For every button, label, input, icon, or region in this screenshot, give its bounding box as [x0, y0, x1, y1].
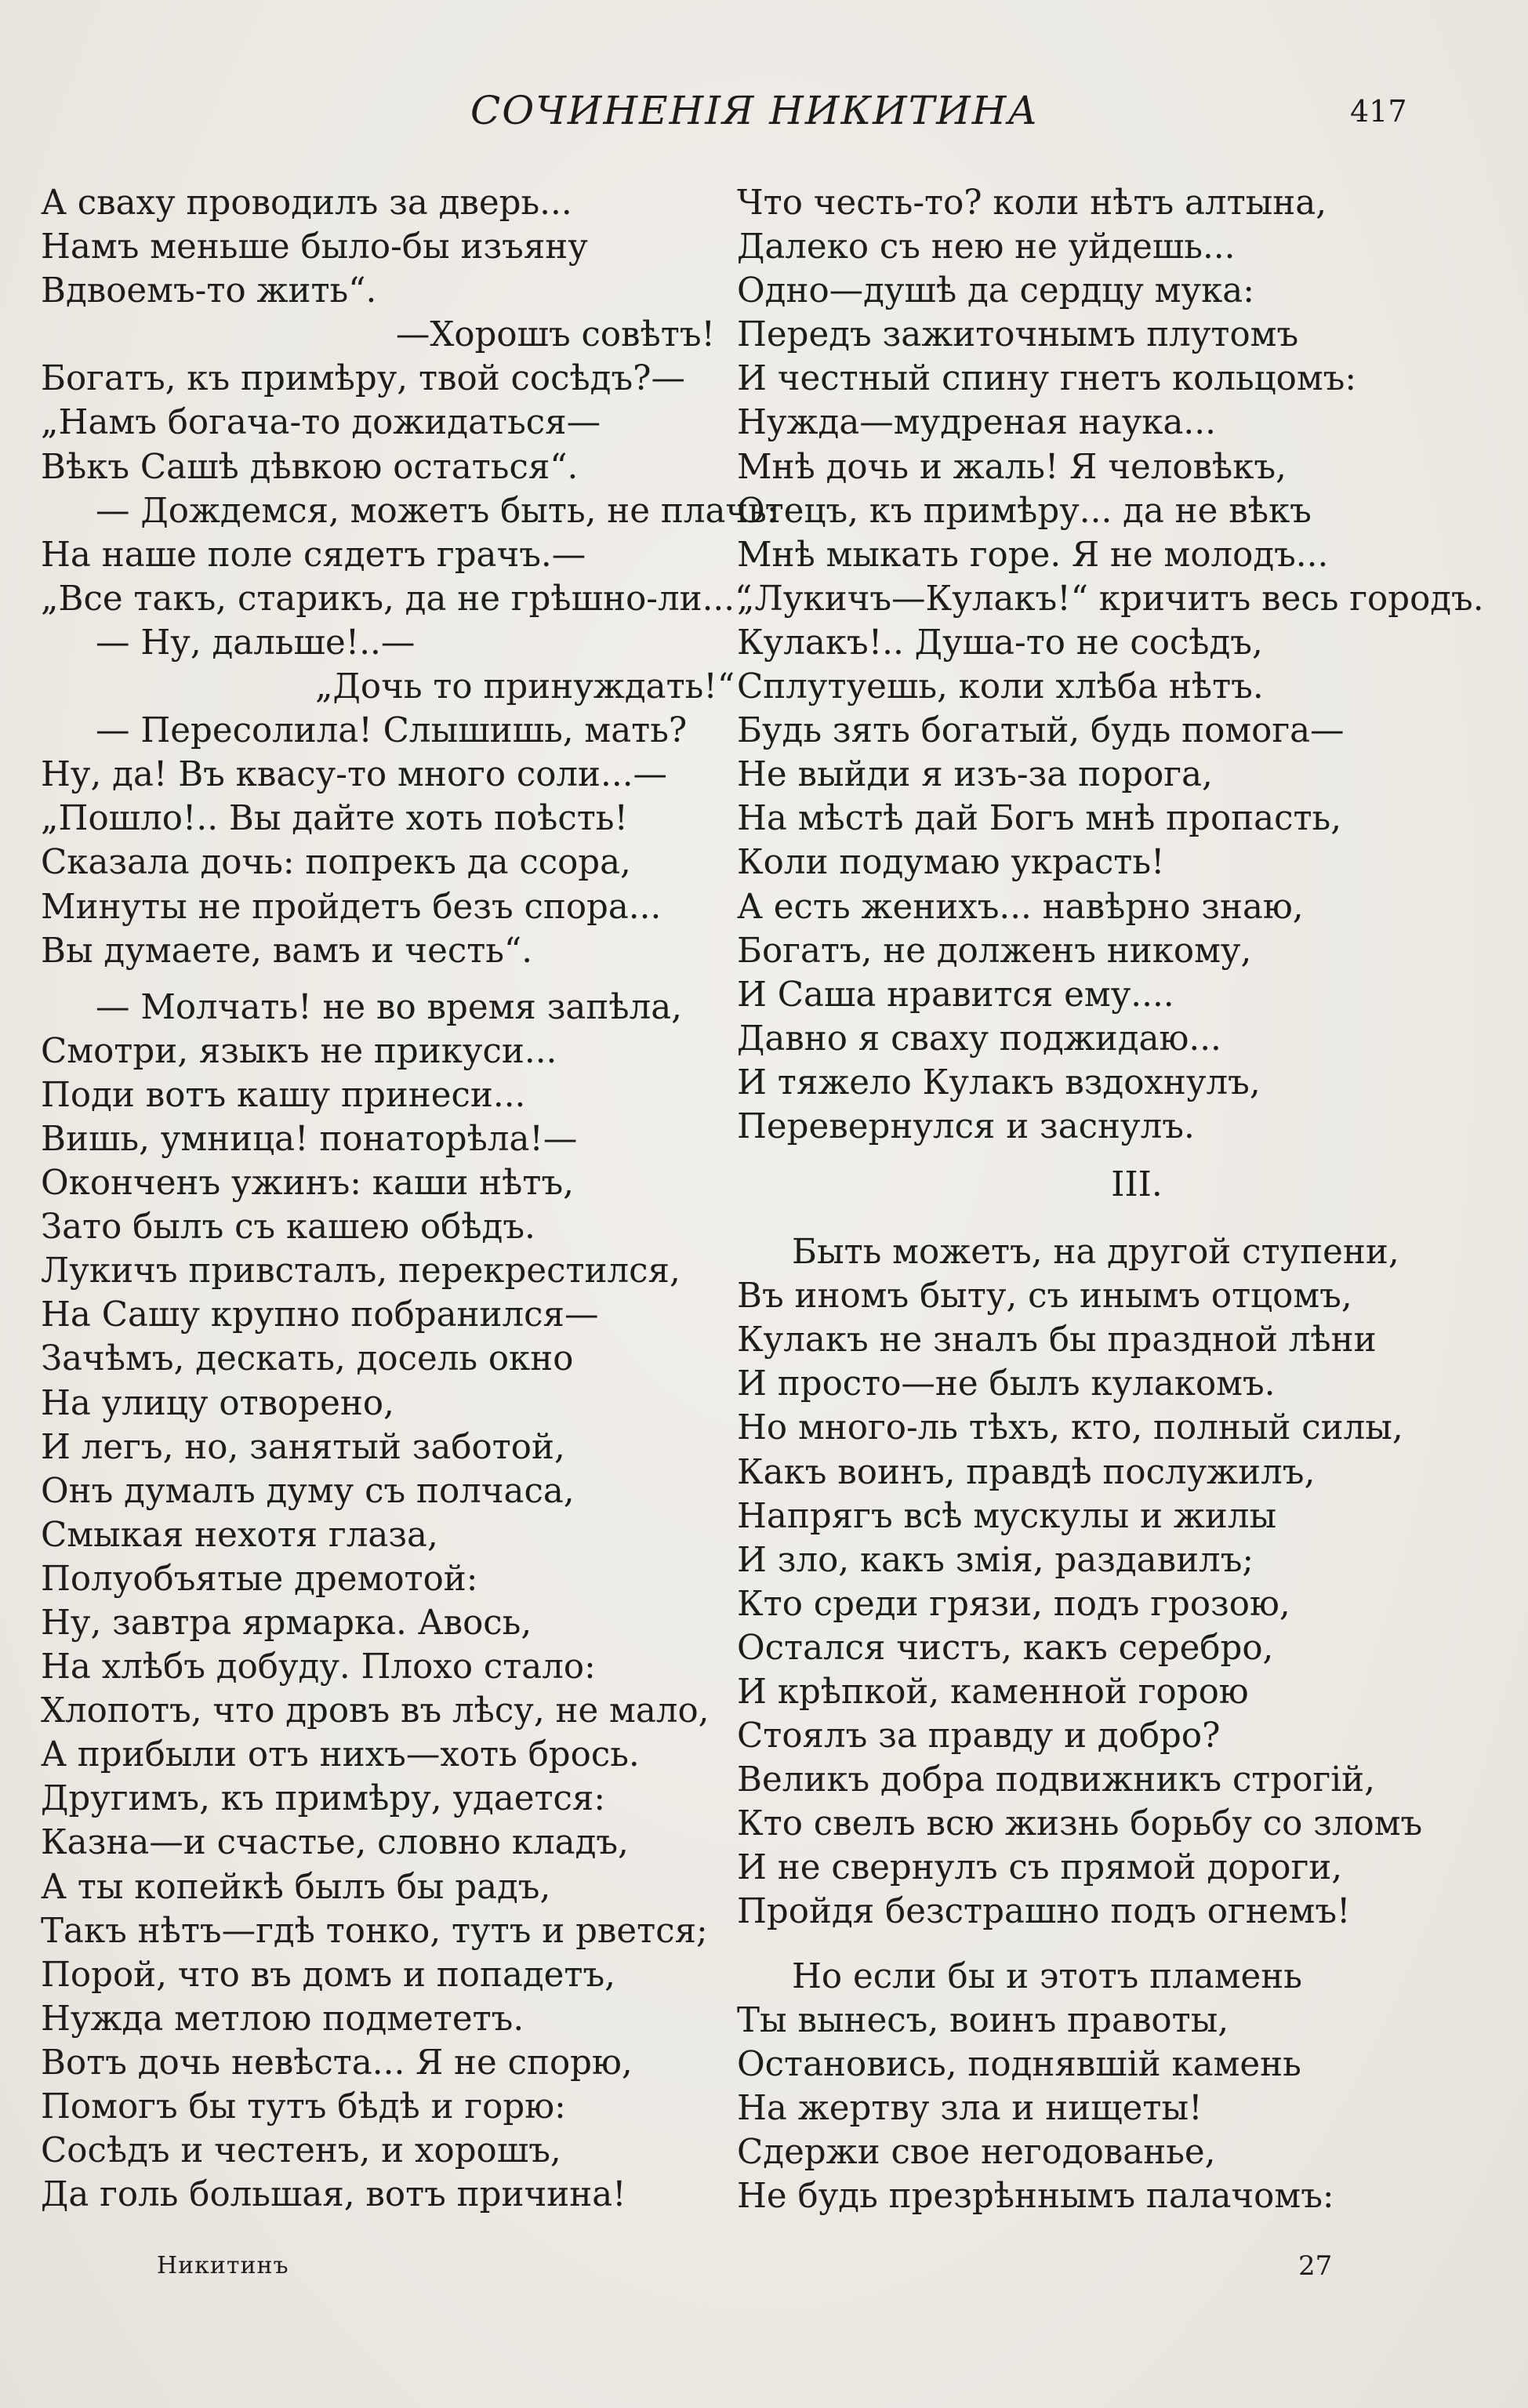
verse-line: Хлопотъ, что дровъ въ лѣсу, не мало, [41, 1691, 710, 1731]
verse-line: Сплутуешь, коли хлѣба нѣтъ. [737, 667, 1264, 707]
verse-line: Зато былъ съ кашею обѣдъ. [41, 1208, 535, 1248]
verse-line: Великъ добра подвижникъ строгій, [737, 1760, 1375, 1800]
verse-line: Вотъ дочь невѣста... Я не спорю, [41, 2043, 633, 2083]
verse-line: Передъ зажиточнымъ плутомъ [737, 315, 1299, 355]
verse-line: — Пересолила! Слышишь, мать? [96, 711, 688, 751]
verse-line: Сдержи свое негодованье, [737, 2132, 1216, 2172]
verse-line: Отецъ, къ примѣру... да не вѣкъ [737, 491, 1312, 531]
verse-line: Кулакъ!.. Душа-то не сосѣдъ, [737, 623, 1263, 663]
verse-line: Ты вынесъ, воинъ правоты, [737, 2000, 1229, 2040]
verse-line: Зачѣмъ, дескать, досель окно [41, 1339, 574, 1379]
verse-line: Стоялъ за правду и добро? [737, 1716, 1221, 1756]
verse-line: На хлѣбъ добуду. Плохо стало: [41, 1647, 596, 1687]
verse-line: Будь зять богатый, будь помога— [737, 711, 1345, 751]
verse-line: Нужда метлою подмететъ. [41, 1999, 524, 2039]
verse-line: И просто—не былъ кулакомъ. [737, 1364, 1276, 1404]
verse-line: Казна—и счастье, словно кладъ, [41, 1823, 629, 1863]
verse-line: Давно я сваху поджидаю... [737, 1019, 1221, 1059]
verse-line: —Хорошъ совѣтъ! [395, 315, 715, 355]
verse-line: Полуобъятые дремотой: [41, 1559, 478, 1599]
verse-line: Вѣкъ Сашѣ дѣвкою остаться“. [41, 447, 579, 487]
verse-line: Остался чистъ, какъ серебро, [737, 1628, 1274, 1668]
verse-line: Намъ меньше было-бы изъяну [41, 227, 588, 267]
verse-line: И Саша нравится ему.... [737, 975, 1174, 1015]
verse-line: Быть можетъ, на другой ступени, [792, 1233, 1399, 1273]
verse-line: Ну, да! Въ квасу-то много соли...— [41, 755, 668, 795]
verse-line: Не будь презрѣннымъ палачомъ: [737, 2177, 1334, 2217]
verse-line: Перевернулся и заснулъ. [737, 1106, 1195, 1146]
verse-line: А ты копейкѣ былъ бы радъ, [41, 1867, 551, 1907]
verse-line: И честный спину гнетъ кольцомъ: [737, 359, 1357, 399]
verse-line: Какъ воинъ, правдѣ послужилъ, [737, 1452, 1316, 1492]
verse-line: И зло, какъ змія, раздавилъ; [737, 1540, 1254, 1580]
verse-line: Богатъ, не долженъ никому, [737, 931, 1252, 971]
verse-line: „Все такъ, старикъ, да не грѣшно-ли...“ [41, 579, 753, 619]
verse-line: „Лукичъ—Кулакъ!“ кричитъ весь городъ. [737, 579, 1484, 619]
verse-line: Другимъ, къ примѣру, удается: [41, 1779, 606, 1819]
verse-line: — Дождемся, можетъ быть, не плачь: [96, 491, 779, 531]
verse-line: На жертву зла и нищеты! [737, 2088, 1203, 2128]
verse-line: Вдвоемъ-то жить“. [41, 271, 377, 311]
verse-line: Но если бы и этотъ пламень [792, 1956, 1302, 1996]
verse-line: И тяжело Кулакъ вздохнулъ, [737, 1062, 1261, 1102]
verse-line: И крѣпкой, каменной горою [737, 1673, 1249, 1712]
verse-line: На наше поле сядетъ грачъ.— [41, 535, 586, 575]
verse-line: И легъ, но, занятый заботой, [41, 1427, 565, 1467]
page-number: 417 [1350, 94, 1407, 129]
verse-line: Одно—душѣ да сердцу мука: [737, 271, 1254, 311]
verse-line: Кто свелъ всю жизнь борьбу со зломъ [737, 1804, 1423, 1844]
verse-line: Да голь большая, вотъ причина! [41, 2175, 626, 2215]
verse-line: Мнѣ мыкать горе. Я не молодъ... [737, 535, 1329, 575]
right-column [737, 181, 1505, 2218]
verse-line: На Сашу крупно побранился— [41, 1295, 599, 1335]
verse-line: Далеко съ нею не уйдешь... [737, 227, 1236, 267]
verse-line: Минуты не пройдетъ безъ спора... [41, 887, 662, 927]
running-title: СОЧИНЕНІЯ НИКИТИНА [470, 88, 1040, 133]
verse-line: А сваху проводилъ за дверь... [41, 183, 572, 223]
verse-line: Такъ нѣтъ—гдѣ тонко, тутъ и рвется; [41, 1911, 708, 1951]
verse-line: Порой, что въ домъ и попадетъ, [41, 1955, 615, 1995]
verse-line: Коли подумаю украсть! [737, 843, 1165, 883]
verse-line: На улицу отворено, [41, 1383, 394, 1423]
verse-line: „Пошло!.. Вы дайте хоть поѣсть! [41, 799, 628, 839]
verse-line: — Ну, дальше!..— [96, 623, 416, 663]
verse-line: Напрягъ всѣ мускулы и жилы [737, 1496, 1277, 1536]
verse-line: Вишь, умница! понаторѣла!— [41, 1119, 578, 1159]
verse-line: Лукичъ привсталъ, перекрестился, [41, 1251, 681, 1291]
running-head [0, 88, 1528, 151]
verse-line: Кулакъ не зналъ бы праздной лѣни [737, 1320, 1377, 1360]
verse-line: Пройдя безстрашно подъ огнемъ! [737, 1892, 1351, 1932]
verse-line: Помогъ бы тутъ бѣдѣ и горю: [41, 2087, 566, 2127]
verse-line: Вы думаете, вамъ и честь“. [41, 931, 533, 971]
verse-line: Смотри, языкъ не прикуси... [41, 1031, 557, 1071]
section-heading: III. [1111, 1165, 1163, 1205]
verse-line: Въ иномъ быту, съ инымъ отцомъ, [737, 1277, 1352, 1317]
left-column [41, 181, 779, 2217]
verse-line: Но много-ль тѣхъ, кто, полный силы, [737, 1408, 1403, 1448]
verse-line: — Молчать! не во время запѣла, [96, 987, 682, 1027]
verse-line: „Намъ богача-то дожидаться— [41, 403, 601, 443]
verse-line: Остановись, поднявшій камень [737, 2044, 1301, 2084]
verse-line: Сказала дочь: попрекъ да ссора, [41, 843, 631, 883]
verse-line: Не выйди я изъ-за порога, [737, 755, 1213, 795]
verse-line: А есть женихъ... навѣрно знаю, [737, 887, 1304, 927]
verse-line: Что честь-то? коли нѣтъ алтына, [737, 183, 1327, 223]
verse-line: А прибыли отъ нихъ—хоть брось. [41, 1735, 640, 1775]
verse-line: Оконченъ ужинъ: каши нѣтъ, [41, 1164, 574, 1204]
sheet-number: 27 [1298, 2250, 1333, 2282]
verse-line: „Дочь то принуждать!“ [315, 667, 735, 707]
signature-mark: Никитинъ [157, 2252, 289, 2279]
verse-line: Онъ думалъ думу съ полчаса, [41, 1471, 575, 1511]
verse-line: Нужда—мудреная наука... [737, 403, 1216, 443]
verse-line: Сосѣдъ и честенъ, и хорошъ, [41, 2131, 561, 2171]
verse-line: Поди вотъ кашу принеси... [41, 1075, 526, 1115]
verse-line: На мѣстѣ дай Богъ мнѣ пропасть, [737, 799, 1342, 839]
verse-line: Кто среди грязи, подъ грозою, [737, 1584, 1290, 1624]
verse-line: И не свернулъ съ прямой дороги, [737, 1848, 1343, 1888]
verse-line: Смыкая нехотя глаза, [41, 1515, 438, 1555]
verse-line: Ну, завтра ярмарка. Авось, [41, 1604, 532, 1643]
verse-line: Мнѣ дочь и жаль! Я человѣкъ, [737, 447, 1287, 487]
verse-line: Богатъ, къ примѣру, твой сосѣдъ?— [41, 359, 685, 399]
stanza-gap [41, 973, 731, 986]
stanza-gap [737, 1934, 1505, 1955]
